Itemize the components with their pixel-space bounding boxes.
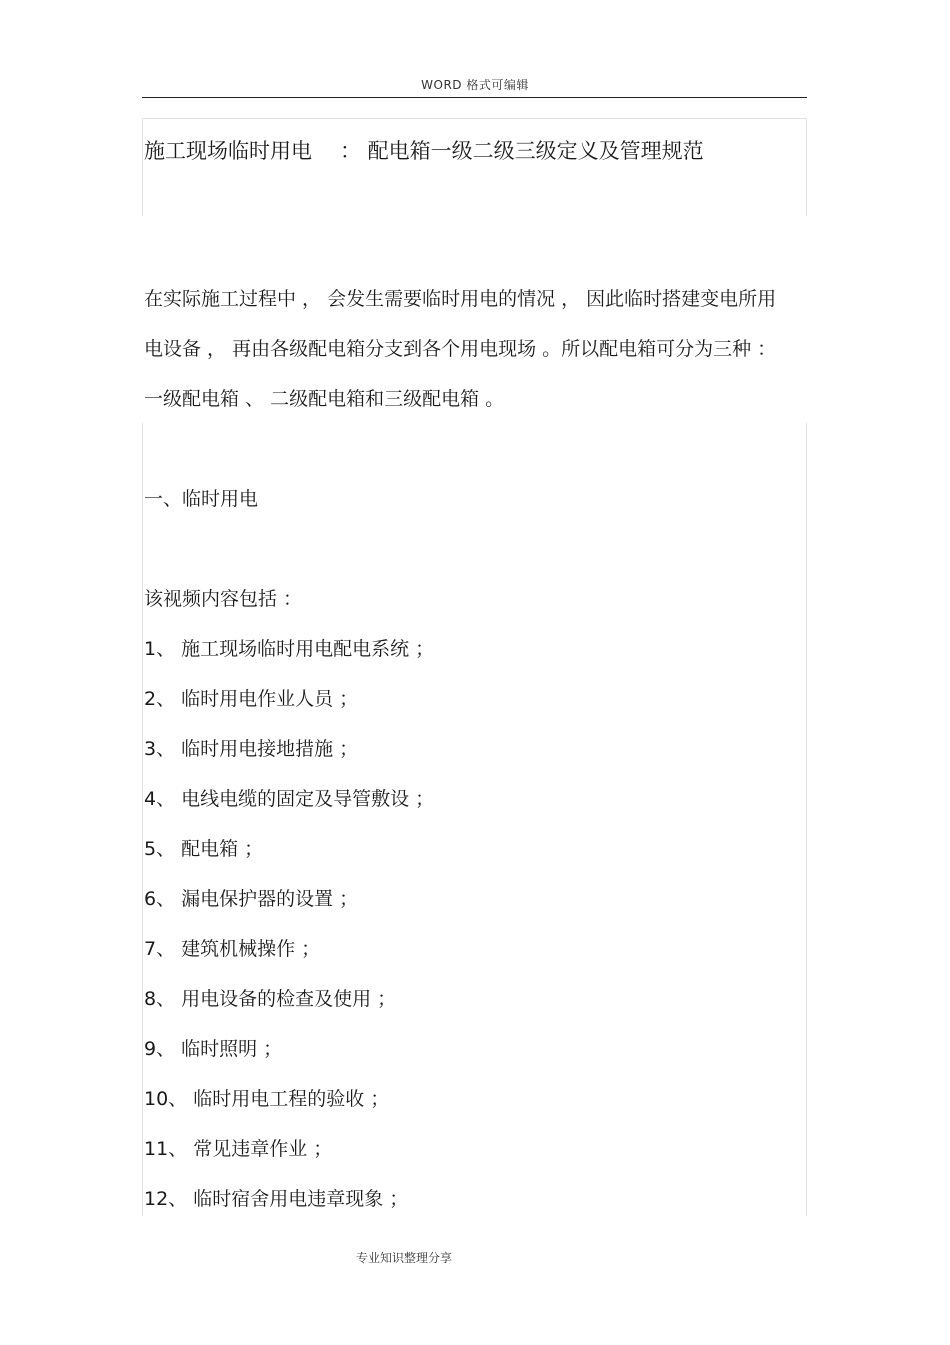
title-frame-top [142, 118, 807, 119]
document-title [144, 126, 784, 176]
list-item: 10、 临时用电工程的验收 ； [144, 1088, 390, 1110]
title-frame-left [142, 118, 143, 216]
list-item: 9、 临时照明 ； [144, 1038, 283, 1060]
list-item: 8、 用电设备的检查及使用 ； [144, 988, 397, 1010]
list-item: 6、 漏电保护器的设置 ； [144, 888, 359, 910]
list-item: 12、 临时宿舍用电违章现象 ； [144, 1188, 409, 1210]
page-footer: 专业知识整理分享 [355, 1251, 452, 1265]
title-part-2: ： 配电箱一级二级三级定义及管理规范 [340, 139, 704, 163]
section-intro: 该视频内容包括 ： [144, 588, 303, 610]
list-item: 4、 电线电缆的固定及导管敷设 ； [144, 788, 435, 810]
list-item: 7、 建筑机械操作 ； [144, 938, 321, 960]
content-frame-left [142, 423, 143, 1216]
content-frame-right [806, 423, 807, 1216]
list-item: 5、 配电箱 ； [144, 838, 264, 860]
list-item: 3、 临时用电接地措施 ； [144, 738, 359, 760]
list-item: 11、 常见违章作业 ； [144, 1138, 333, 1160]
content-list [144, 624, 434, 1224]
list-item: 1、 施工现场临时用电配电系统 ； [144, 638, 435, 660]
intro-paragraph: 在实际施工过程中 ， 会发生需要临时用电的情况 ， 因此临时搭建变电所用电设备 ， 再由各级配电箱分支到各个用电现场 。所以配电箱可分为三种 ： 一级配电箱 、 二级配电箱和三级配电箱 。 [144, 288, 777, 410]
list-item: 2、 临时用电作业人员 ； [144, 688, 359, 710]
page-header: WORD 格式可编辑 [421, 78, 529, 92]
title-part-1: 施工现场临时用电 [144, 139, 312, 163]
section-heading: 一、临时用电 [144, 488, 259, 510]
header-divider [142, 97, 807, 98]
title-frame-right [806, 118, 807, 216]
